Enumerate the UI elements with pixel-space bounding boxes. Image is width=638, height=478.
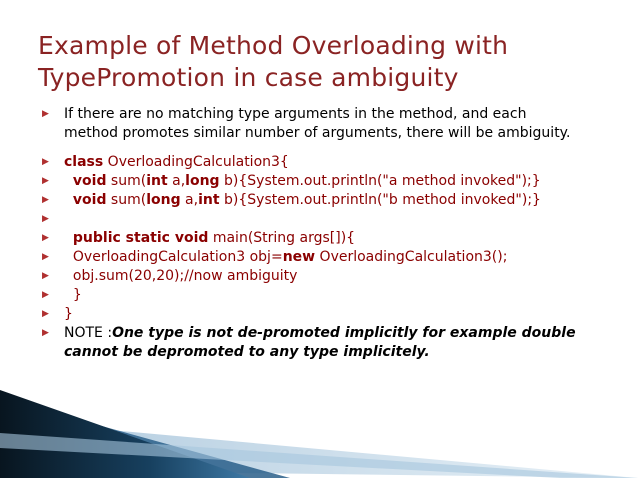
keyword-int: int [198, 192, 220, 208]
code-text: main(String args[]){ [208, 230, 356, 246]
bullet-arrow-icon: ▶ [42, 176, 49, 186]
bullet-arrow-icon: ▶ [42, 252, 49, 262]
code-line-5 [38, 229, 618, 248]
code-line-8 [38, 286, 618, 305]
keyword-class: class [64, 154, 104, 170]
code-text: OverloadingCalculation3{ [103, 154, 289, 170]
note-text-1: One type is not de-promoted implicitly for example double [112, 325, 576, 341]
keyword-new: new [282, 249, 316, 265]
code-text: OverloadingCalculation3 obj= [64, 249, 283, 265]
note-text-2: cannot be depromoted to any type implicitely. [64, 344, 430, 360]
code-text: sum( [106, 192, 147, 208]
bullet-list [38, 105, 618, 362]
decor-light-swoosh [0, 420, 638, 478]
bullet-arrow-icon: ▶ [42, 233, 49, 243]
bullet-arrow-icon: ▶ [42, 328, 49, 338]
code-text: } [64, 306, 73, 322]
decor-mid-swoosh [0, 398, 290, 478]
bullet-arrow-icon: ▶ [42, 290, 49, 300]
code-text: a, [167, 173, 186, 189]
decor-dark-swoosh [0, 390, 250, 478]
indent [64, 192, 73, 208]
bullet-arrow-icon: ▶ [42, 309, 49, 319]
keyword-void: void [72, 173, 107, 189]
bullet-intro [38, 105, 618, 143]
keyword-public-static-void: public static void [72, 230, 209, 246]
keyword-long: long [185, 173, 220, 189]
bullet-arrow-icon: ▶ [42, 195, 49, 205]
bullet-arrow-icon: ▶ [42, 271, 49, 281]
code-text: b){System.out.println("a method invoked");} [219, 173, 541, 189]
code-text: b){System.out.println("b method invoked");} [219, 192, 541, 208]
bullet-arrow-icon: ▶ [42, 214, 49, 224]
code-line-1 [38, 153, 618, 172]
keyword-void: void [72, 192, 107, 208]
keyword-long: long [146, 192, 181, 208]
code-text: } [64, 287, 82, 303]
code-line-7 [38, 267, 618, 286]
slide-title-line-1: Example of Method Overloading with [38, 31, 509, 60]
keyword-int: int [146, 173, 168, 189]
indent [64, 173, 73, 189]
code-line-3 [38, 191, 618, 210]
bullet-arrow-icon: ▶ [42, 109, 49, 119]
code-line-6 [38, 248, 618, 267]
code-line-9 [38, 305, 618, 324]
intro-line-2: method promotes similar number of arguments, there will be ambiguity. [64, 125, 571, 141]
code-text: obj.sum(20,20);//now ambiguity [64, 268, 298, 284]
intro-line-1: If there are no matching type arguments in the method, and each [64, 106, 527, 122]
indent [64, 230, 73, 246]
code-line-2 [38, 172, 618, 191]
note-label: NOTE : [64, 325, 113, 341]
decor-line-swoosh [0, 433, 638, 478]
code-line-4-empty [38, 210, 618, 229]
bullet-arrow-icon: ▶ [42, 157, 49, 167]
slide-title [38, 30, 618, 94]
bullet-note [38, 324, 618, 362]
code-text: sum( [106, 173, 147, 189]
slide-title-line-2: TypePromotion in case ambiguity [38, 63, 459, 92]
code-text: a, [180, 192, 199, 208]
code-text: OverloadingCalculation3(); [315, 249, 508, 265]
